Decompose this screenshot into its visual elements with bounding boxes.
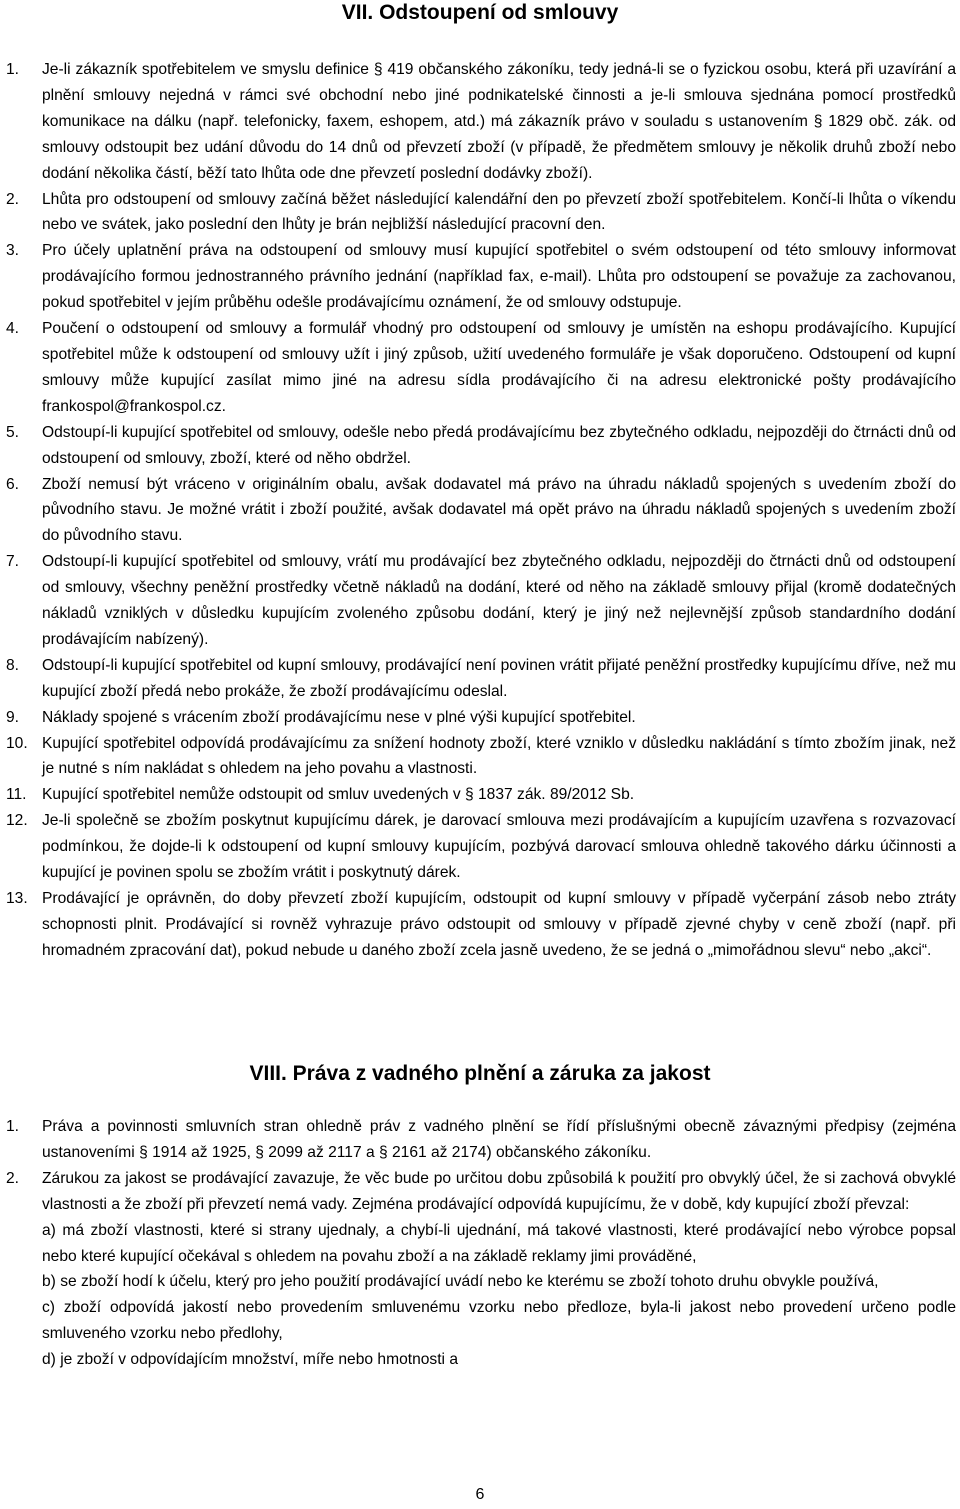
item-text: Poučení o odstoupení od smlouvy a formulář vhodný pro odstoupení od smlouvy je umístěn na eshopu prodávajícího. Kupující spotřebitel může k odstoupení od smlouvy užít i jiný způsob, užití uvedeného formuláře je však doporučeno. Odstoupení od kupní smlouvy může kupující zasílat mimo jiné na adresu sídla prodávajícího či na adresu elektronické pošty prodávajícího frankospol@frankospol.cz. xyxy=(42,320,956,415)
warranty-list xyxy=(6,1114,956,1373)
item-text: Odstoupí-li kupující spotřebitel od smlouvy, odešle nebo předá prodávajícímu bez zbytečného odkladu, nejpozději do čtrnácti dnů od odstoupení od smlouvy, zboží, které od něho obdržel. xyxy=(42,423,956,467)
item-text: Zboží nemusí být vráceno v originálním obalu, avšak dodavatel má právo na úhradu nákladů spojených s uvedením zboží do původního stavu. Je možné vrátit i zboží použité, avšak dodavatel má opět právo na úhradu nákladů spojených s uvedením zboží do původního stavu. xyxy=(42,475,956,545)
item-number: 11. xyxy=(6,786,27,804)
item-number: 1. xyxy=(6,1118,20,1135)
item-number: 9. xyxy=(6,708,20,726)
item-text: Náklady spojené s vrácením zboží prodávajícímu nese v plné výši kupující spotřebitel. xyxy=(42,708,636,726)
section-title: VIII. Práva z vadného plnění a záruka za jakost xyxy=(249,1062,711,1085)
list-item xyxy=(6,782,956,808)
item-text: Prodávající je oprávněn, do doby převzetí zboží kupujícím, odstoupit od kupní smlouvy v případě vyčerpání zásob nebo ztráty schopnosti plnit. Prodávající si rovněž vyhrazuje právo odstoupit od smlouvy v případě zjevné chyby v ceně zboží (např. při hromadném zpracování dat), pokud nebude u daného zboží zcela jasně uvedeno, že se jedná o „mimořádnou slevu“ nebo „akci“. xyxy=(42,890,956,959)
item-text: Odstoupí-li kupující spotřebitel od kupní smlouvy, prodávající není povinen vrátit přijaté peněžní prostředky kupujícímu dříve, než mu kupující zboží předá nebo prokáže, že zboží prodávajícímu odeslal. xyxy=(42,656,956,700)
list-item xyxy=(6,808,956,886)
item-text: Kupující spotřebitel odpovídá prodávajícímu za snížení hodnoty zboží, které vzniklo v důsledku nakládání s tímto zbožím jinak, než je nutné s ním nakládat s ohledem na jeho povahu a vlastnosti. xyxy=(42,734,956,778)
list-item xyxy=(6,1166,956,1373)
item-text: Zárukou za jakost se prodávající zavazuje, že věc bude po určitou dobu způsobilá k použití pro obvyklý účel, že si zachová obvyklé vlastnosti a že zboží při převzetí nemá vady. Zejména prodávající odpovídá kupujícímu, že v době, kdy kupující zboží převzal: xyxy=(42,1169,956,1213)
sub-item-text: d) je zboží v odpovídajícím množství, míře nebo hmotnosti a xyxy=(42,1351,459,1369)
list-item xyxy=(6,472,956,550)
page-number: 6 xyxy=(475,1486,485,1503)
item-number: 8. xyxy=(6,656,20,674)
item-number: 4. xyxy=(6,320,20,338)
item-text: Je-li společně se zbožím poskytnut kupujícímu dárek, je darovací smlouva mezi prodávajícím a kupujícím uzavřena s rozvazovací podmínkou, že dojde-li k odstoupení od kupní smlouvy kupujícím, pozbývá darovací smlouva ohledně takového dárku účinnosti a kupující je povinen spolu se zbožím vrátit i poskytnutý dárek. xyxy=(42,812,956,882)
list-item xyxy=(6,886,956,964)
item-number: 2. xyxy=(6,1169,20,1187)
item-number: 12. xyxy=(6,812,28,830)
item-text: Kupující spotřebitel nemůže odstoupit od smluv uvedených v § 1837 zák. 89/2012 Sb. xyxy=(42,786,635,804)
list-item xyxy=(6,731,956,783)
sub-item-text: b) se zboží hodí k účelu, který pro jeho použití prodávající uvádí nebo ke kterému se zboží tohoto druhu obvykle používá, xyxy=(42,1273,879,1291)
list-item xyxy=(6,653,956,705)
list-item xyxy=(6,549,956,653)
list-item xyxy=(6,57,956,187)
item-number: 5. xyxy=(6,423,20,441)
list-item xyxy=(6,187,956,239)
sub-item-text: a) má zboží vlastnosti, které si strany ujednaly, a chybí-li ujednání, má takové vlastnosti, které prodávající nebo výrobce popsal nebo které kupující očekával s ohledem na povahu zboží a na základě reklamy jimi prováděné, xyxy=(42,1221,956,1265)
item-number: 2. xyxy=(6,190,20,208)
withdrawal-list xyxy=(6,57,956,964)
list-item xyxy=(6,316,956,420)
list-item xyxy=(6,238,956,316)
list-item xyxy=(6,420,956,472)
item-text: Lhůta pro odstoupení od smlouvy začíná běžet následující kalendářní den po převzetí zboží spotřebitelem. Končí-li lhůta o víkendu nebo ve svátek, jako poslední den lhůty je brán nejbližší následující pracovní den. xyxy=(42,190,956,234)
item-text: Odstoupí-li kupující spotřebitel od smlouvy, vrátí mu prodávající bez zbytečného odkladu, nejpozději do čtrnácti dnů od odstoupení od smlouvy, všechny peněžní prostředky včetně nákladů na dodání, které od něho na základě smlouvy přijal (kromě dodatečných nákladů vzniklých v důsledku kupujícím zvoleného způsobu dodání, který je jiný než nejlevnější způsob standardního dodání prodávajícím nabízený). xyxy=(42,553,956,648)
item-number: 10. xyxy=(6,734,28,752)
item-text: Práva a povinnosti smluvních stran ohledně práv z vadného plnění se řídí příslušnými obecně závaznými předpisy (zejména ustanoveními § 1914 až 1925, § 2099 až 2117 a § 2161 až 2174) občanského zákoníku. xyxy=(42,1118,956,1161)
list-item xyxy=(6,1114,956,1166)
item-number: 3. xyxy=(6,242,20,260)
section-title: VII. Odstoupení od smlouvy xyxy=(341,1,619,24)
item-text: Pro účely uplatnění práva na odstoupení od smlouvy musí kupující spotřebitel o svém odstoupení od této smlouvy informovat prodávajícího formou jednostranného právního jednání (například fax, e-mail). Lhůta pro odstoupení se považuje za zachovanou, pokud spotřebitel v jejím průběhu odešle prodávajícímu oznámení, že od smlouvy odstupuje. xyxy=(42,242,956,312)
item-number: 7. xyxy=(6,553,20,571)
sub-item-text: c) zboží odpovídá jakostí nebo provedením smluvenému vzorku nebo předloze, byla-li jakost nebo provedení určeno podle smluveného vzorku nebo předlohy, xyxy=(42,1299,956,1343)
item-text: Je-li zákazník spotřebitelem ve smyslu definice § 419 občanského zákoníku, tedy jedná-li se o fyzickou osobu, která při uzavírání a plnění smlouvy nejedná v rámci své obchodní nebo jiné podnikatelské činnosti a je-li smlouva sjednána pomocí prostředků komunikace na dálku (např. telefonicky, faxem, eshopem, atd.) má zákazník právo v souladu s ustanovením § 1829 obč. zák. od smlouvy odstoupit bez udání důvodu do 14 dnů od převzetí zboží (v případě, že předmětem smlouvy je několik druhů zboží nebo dodání několika částí, běží tato lhůta ode dne převzetí poslední dodávky zboží). xyxy=(42,61,956,182)
item-number: 13. xyxy=(6,890,28,907)
item-number: 1. xyxy=(6,61,20,78)
item-number: 6. xyxy=(6,475,20,493)
list-item xyxy=(6,705,956,731)
